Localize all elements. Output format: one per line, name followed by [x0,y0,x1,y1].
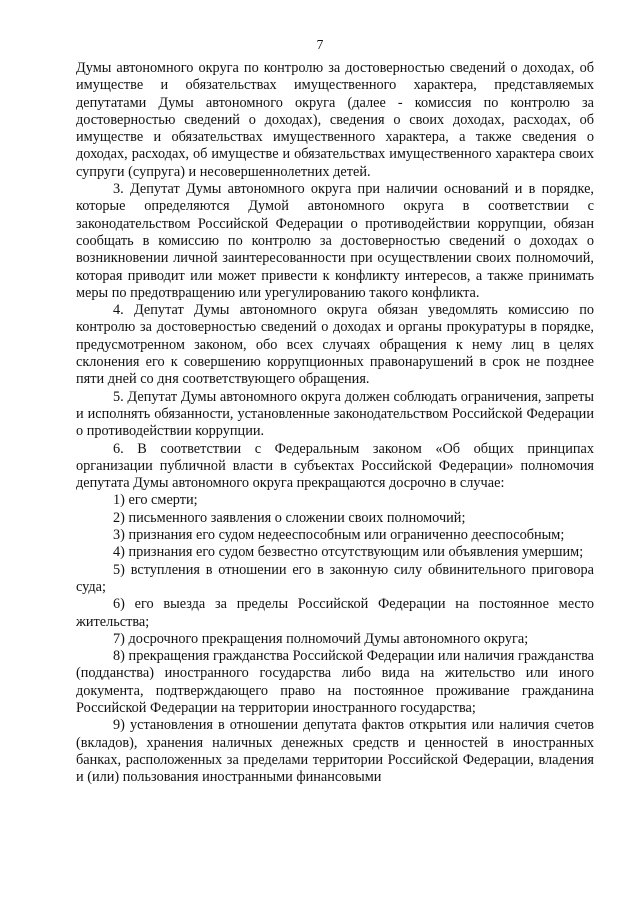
list-item-1: 1) его смерти; [113,492,198,509]
paragraph-continuation: Думы автономного округа по контролю за достоверностью сведений о доходах, об имуществе и обязательствах имущественного характера, представляемых депутатами Думы автономного округа (далее - комиссия по контролю за достоверностью сведений о доходах), сведения о своих доходах, расходах, об имуществе и обязательствах имущественного характера, а также сведения о доходах, расходах, об имуществе и обязательствах имущественного характера своих супруги (супруга) и несовершеннолетних детей. [76,60,594,180]
list-item-3: 3) признания его судом недееспособным или ограниченно дееспособным; [113,527,565,544]
list-item-8: 8) прекращения гражданства Российской Федерации или наличия гражданства (подданства) иностранного государства либо вида на жительство или иного документа, подтверждающего право на постоянное проживание гражданина Российской Федерации на территории иностранного государства; [76,648,594,716]
paragraph-item-3: 3. Депутат Думы автономного округа при наличии оснований и в порядке, которые определяются Думой автономного округа в соответствии с законодательством Российской Федерации о противодействии коррупции, обязан сообщать в комиссию по контролю за достоверностью сведений о доходах о возникновении личной заинтересованности при осуществлении своих полномочий, которая приводит или может привести к конфликту интересов, а также принимать меры по предотвращению или урегулированию такого конфликта. [76,181,594,301]
list-item-2: 2) письменного заявления о сложении своих полномочий; [113,509,466,526]
list-item-6: 6) его выезда за пределы Российской Федерации на постоянное место жительства; [76,596,594,630]
page-number: 7 [316,37,324,52]
document-body [76,60,594,786]
paragraph-item-6: 6. В соответствии с Федеральным законом «Об общих принципах организации публичной власти в субъектах Российской Федерации» полномочия депутата Думы автономного округа прекращаются досрочно в случае: [76,440,594,492]
paragraph-item-5: 5. Депутат Думы автономного округа должен соблюдать ограничения, запреты и исполнять обязанности, установленные законодательством Российской Федерации о противодействии коррупции. [76,388,594,440]
list-item-9: 9) установления в отношении депутата фактов открытия или наличия счетов (вкладов), хранения наличных денежных средств и ценностей в иностранных банках, расположенных за пределами территории Российской Федерации, владения и (или) пользования иностранными финансовыми [76,717,594,786]
list-item-5: 5) вступления в отношении его в законную силу обвинительного приговора суда; [76,561,594,595]
list-item-7: 7) досрочного прекращения полномочий Думы автономного округа; [113,630,529,647]
list-item-4: 4) признания его судом безвестно отсутствующим или объявления умершим; [113,544,584,561]
paragraph-item-4: 4. Депутат Думы автономного округа обязан уведомлять комиссию по контролю за достоверностью сведений о доходах и органы прокуратуры в порядке, предусмотренном законом, обо всех случаях обращения к нему лиц в целях склонения его к совершению коррупционных правонарушений в срок не позднее пяти дней со дня соответствующего обращения. [76,302,594,388]
